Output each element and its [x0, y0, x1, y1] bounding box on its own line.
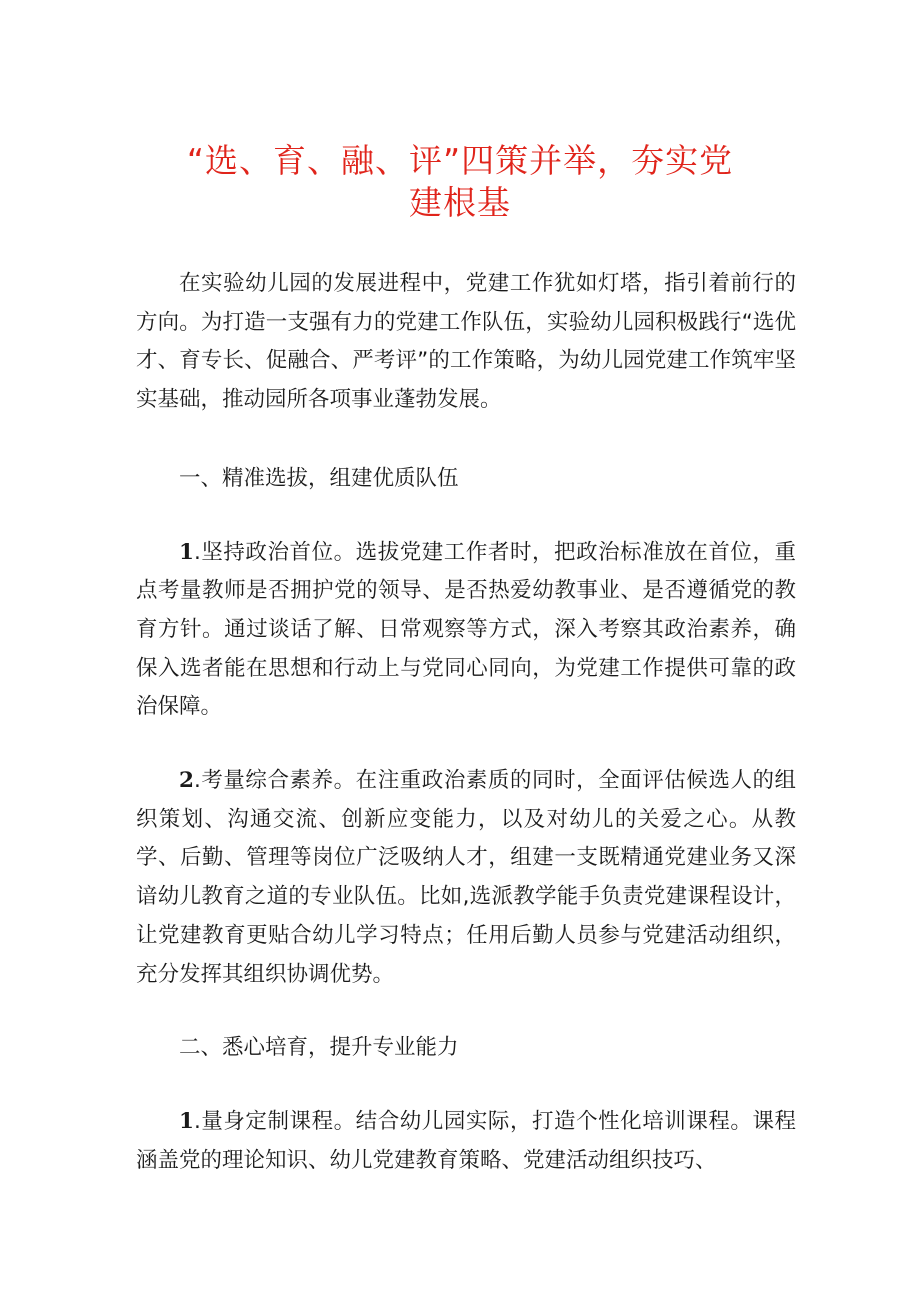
item-number: 2	[179, 768, 194, 794]
item-number: 1	[179, 539, 194, 565]
section-1-item-1	[136, 534, 796, 728]
section-2-item-1	[136, 1103, 796, 1180]
section-2-heading: 二、悉心培育，提升专业能力	[179, 1035, 459, 1061]
item-text: .考量综合素养。在注重政治素质的同时，全面评估候选人的组织策划、沟通交流、创新应变能力，以及对幼儿的关爱之心。从教学、后勤、管理等岗位广泛吸纳人才，组建一支既精通党建业务又深谙幼儿教育之道的专业队伍。比如,选派教学能手负责党建课程设计，让党建教育更贴合幼儿学习特点；任用后勤人员参与党建活动组织，充分发挥其组织协调优势。	[136, 768, 796, 987]
section-1-heading: 一、精准选拔，组建优质队伍	[179, 465, 459, 491]
document-title	[130, 140, 790, 224]
title-line-1: “选、育、融、评”四策并举，夯实党	[186, 141, 734, 180]
intro-paragraph: 在实验幼儿园的发展进程中，党建工作犹如灯塔，指引着前行的方向。为打造一支强有力的党建工作队伍，实验幼儿园积极践行“选优才、育专长、促融合、严考评”的工作策略，为幼儿园党建工作筑牢坚实基础，推动园所各项事业蓬勃发展。	[136, 271, 796, 413]
item-number: 1	[179, 1108, 194, 1134]
section-1-item-2	[136, 762, 796, 994]
title-line-2: 建根基	[409, 183, 511, 222]
document-body	[136, 265, 796, 1180]
item-text: .量身定制课程。结合幼儿园实际，打造个性化培训课程。课程涵盖党的理论知识、幼儿党建教育策略、党建活动组织技巧、	[136, 1108, 796, 1173]
item-text: .坚持政治首位。选拔党建工作者时，把政治标准放在首位，重点考量教师是否拥护党的领导、是否热爱幼教事业、是否遵循党的教育方针。通过谈话了解、日常观察等方式，深入考察其政治素养，确保入选者能在思想和行动上与党同心同向，为党建工作提供可靠的政治保障。	[136, 539, 796, 720]
